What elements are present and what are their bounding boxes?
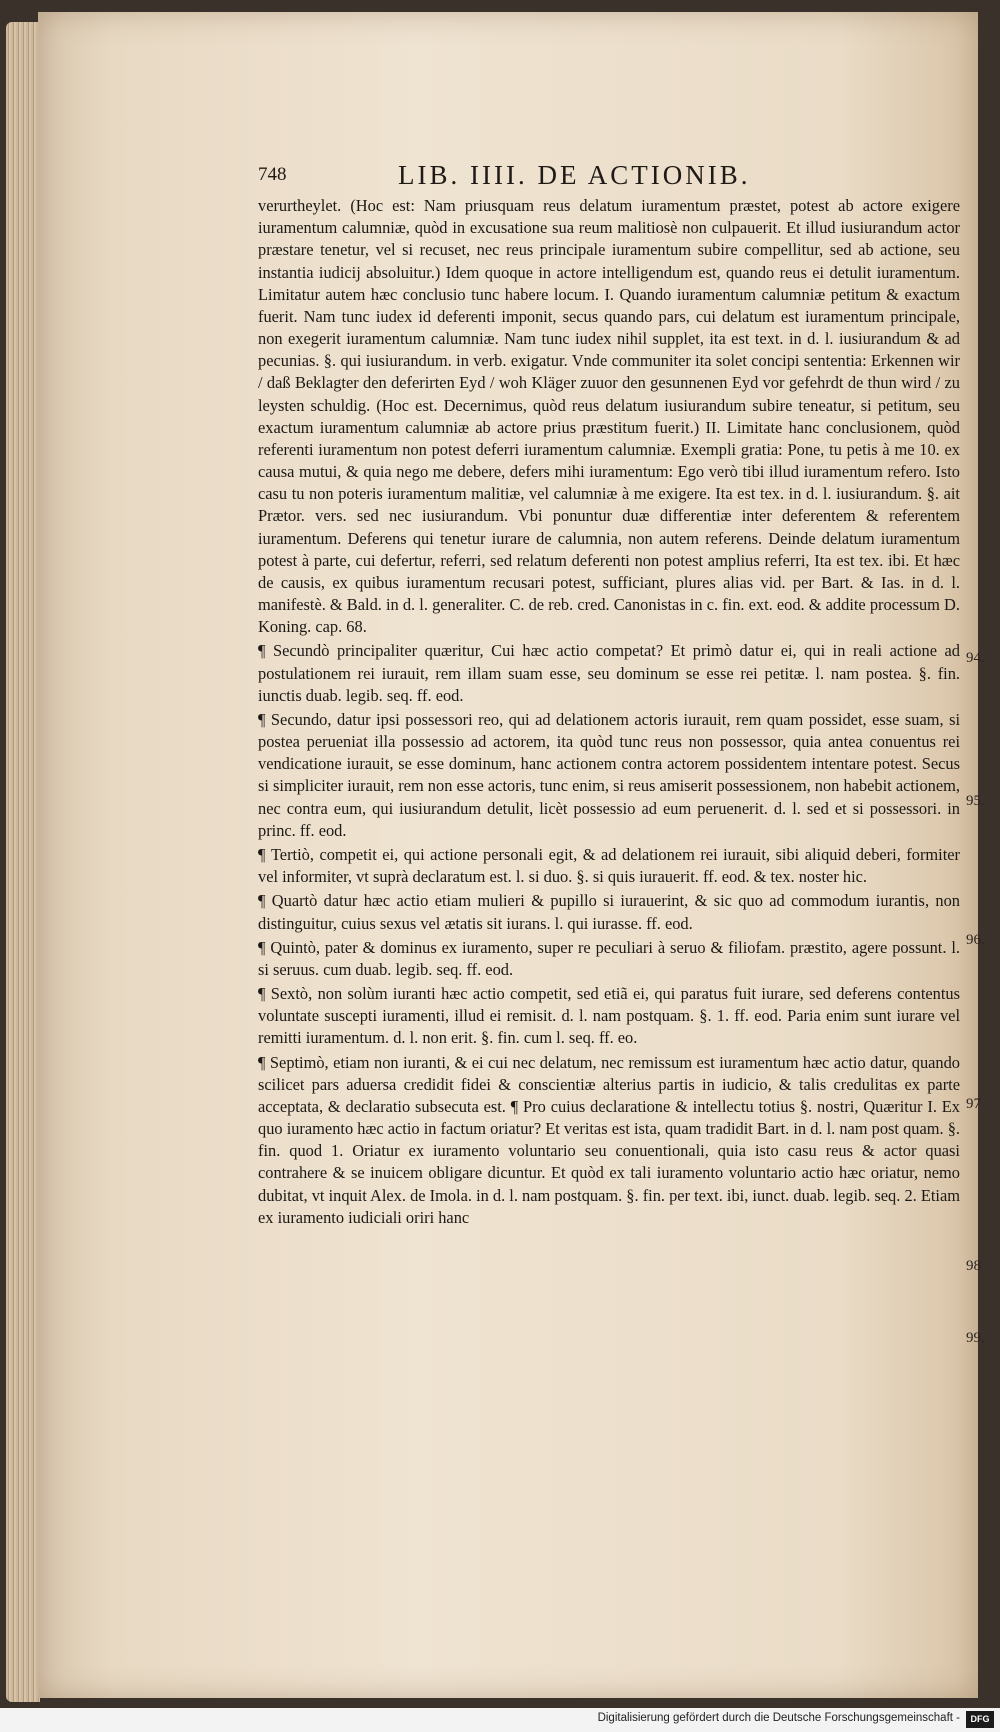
digitization-credit: Digitalisierung gefördert durch die Deutsche Forschungsgemeinschaft -	[597, 1712, 960, 1724]
margin-number: 97	[966, 1096, 981, 1112]
book-page-edges	[6, 22, 40, 1702]
page-header	[258, 160, 958, 190]
paragraph: ¶ Tertiò, competit ei, qui actione personali egit, & ad delationem rei iurauit, sibi aliquid deberi, formiter vel informiter, vt suprà declaratum est. l. si duo. §. si quis iurauerit. ff. eod. & tex. noster hic.	[258, 844, 960, 888]
running-head: LIB. IIII. DE ACTIONIB.	[398, 160, 751, 190]
paragraph: ¶ Secundò principaliter quæritur, Cui hæc actio competat? Et primò datur ei, qui in reali actione ad postulationem rei iurauit, rem illam suam esse, seu dominum se esse rei petitæ. l. nam postea. §. fin. iunctis duab. legib. seq. ff. eod.	[258, 640, 960, 707]
paragraph: ¶ Septimò, etiam non iuranti, & ei cui nec delatum, nec remissum est iuramentum hæc actio datur, quando scilicet pars aduersa credidit fidei & conscientiæ alterius partis in iudicio, & talis credulitas ex parte acceptata, & declaratio subsecuta est. ¶ Pro cuius declaratione & intellectu totius §. nostri, Quæritur I. Ex quo iuramento hæc actio in factum oriatur? Et veritas est ista, quam tradidit Bart. in d. l. nam post quam. §. fin. quod 1. Oriatur ex iuramento voluntario seu conuentionali, quia isto casu reus & actor quasi contrahere & se inuicem obligare dicuntur. Et quòd ex tali iuramento voluntario actio hæc oriatur, nemo dubitat, vt inquit Alex. de Imola. in d. l. nam postquam. §. fin. per text. ibi, iunct. duab. legib. seq. 2. Etiam ex iuramento iudiciali oriri hanc	[258, 1052, 960, 1229]
margin-number: 99.	[966, 1330, 985, 1346]
paragraph: ¶ Secundo, datur ipsi possessori reo, qui ad delationem actoris iurauit, rem quam possidet, esse suam, si postea perueniat illa possessio ad actorem, ita quòd tunc reus non possessor, quia antea conuentus rei vendicatione iurauit, se esse dominum, hanc actionem contra actorem possidentem intentare potest. Secus si simpliciter iurauit, rem non esse actoris, tunc enim, si reus amiserit possessionem, non habebit actionem, nec contra eum, qui iusiurandum detulit, licèt possessio ad eum peruenerit. d. l. sed et si possessori. in princ. ff. eod.	[258, 709, 960, 842]
margin-number: 98	[966, 1258, 981, 1274]
paragraph: ¶ Quartò datur hæc actio etiam mulieri & pupillo si iurauerint, & sic quo ad commodum iurantis, non distinguitur, cuius sexus vel ætatis sit iurans. l. qui iurasse. ff. eod.	[258, 890, 960, 934]
margin-number: 94.	[966, 650, 985, 666]
page-number: 748	[258, 164, 287, 185]
footer-bar	[0, 1708, 1000, 1732]
paragraph: ¶ Sextò, non solùm iuranti hæc actio competit, sed etiã ei, qui paratus fuit iurare, sed deferens contentus voluntate suscepti iuramenti, illud ei remisit. d. l. nam postquam. §. 1. ff. eod. Paria enim sunt iurare vel remitti iuramentum. d. l. non erit. §. fin. cum l. seq. ff. eo.	[258, 983, 960, 1050]
margin-number: 95.	[966, 793, 985, 809]
paragraph: ¶ Quintò, pater & dominus ex iuramento, super re peculiari à seruo & filiofam. præstito, agere possunt. l. si seruus. cum duab. legib. seq. ff. eod.	[258, 937, 960, 981]
dfg-logo: DFG	[966, 1711, 994, 1728]
margin-number: 96.	[966, 932, 985, 948]
body-text	[258, 195, 960, 1565]
paragraph: verurtheylet. (Hoc est: Nam priusquam reus delatum iuramentum præstet, potest ab actore exigere iuramentum calumniæ, quòd in excusatione sua reum malitiosè non culpauerit. Et illud iusiurandum actor præstare tenetur, vel si recuset, nec reus principale iuramentum subire compellitur, sed ab actione, seu instantia iudicij absoluitur.) Idem quoque in actore intelligendum est, quando reus ei detulit iuramentum. Limitatur autem hæc conclusio tunc habere locum. I. Quando iuramentum calumniæ petitum & exactum fuerit. Nam tunc iudex id deferenti imponit, secus quando pars, cui delatum est iuramentum principale, non exegerit iuramentum calumniæ. Nam tunc iudex nihil supplet, ita est text. in d. l. iusiurandum & ad pecunias. §. qui iusiurandum. in verb. exigatur. Vnde communiter ita solet concipi sententia: Erkennen wir / daß Beklagter den deferirten Eyd / woh Kläger zuuor den gesunnenen Eyd vor gefehrdt de thun wird / zu leysten schuldig. (Hoc est. Decernimus, quòd reus delatum iusiurandum subire teneatur, si petitum, seu exactum iuramentum calumniæ ab actore prius præstitum fuerit.) II. Limitate hanc conclusionem, quòd referenti iuramentum non potest deferri iuramentum calumniæ. Exempli gratia: Pone, tu petis à me 10. ex causa mutui, & quia nego me debere, defers mihi iuramentum: Ego verò tibi illud iuramentum refero. Isto casu tu non poteris iuramentum malitiæ, vel calumniæ à me exigere. Ita est tex. in d. l. iusiurandum. §. ait Prætor. vers. sed nec iusiurandum. Vbi ponuntur duæ differentiæ inter deferentem & referentem iuramentum. Deferens qui tenetur iurare de calumnia, non autem referens. Deinde delatum iuramentum potest à parte, cui defertur, referri, sed relatum deferenti non potest amplius referri, Ita est tex. ibi. Et hæc de causis, ex quibus iuramentum recusari potest, sufficiant, plures alias vid. per Bart. & Ias. in d. l. manifestè. & Bald. in d. l. generaliter. C. de reb. cred. Canonistas in c. fin. ext. eod. & addite processum D. Koning. cap. 68.	[258, 196, 960, 637]
